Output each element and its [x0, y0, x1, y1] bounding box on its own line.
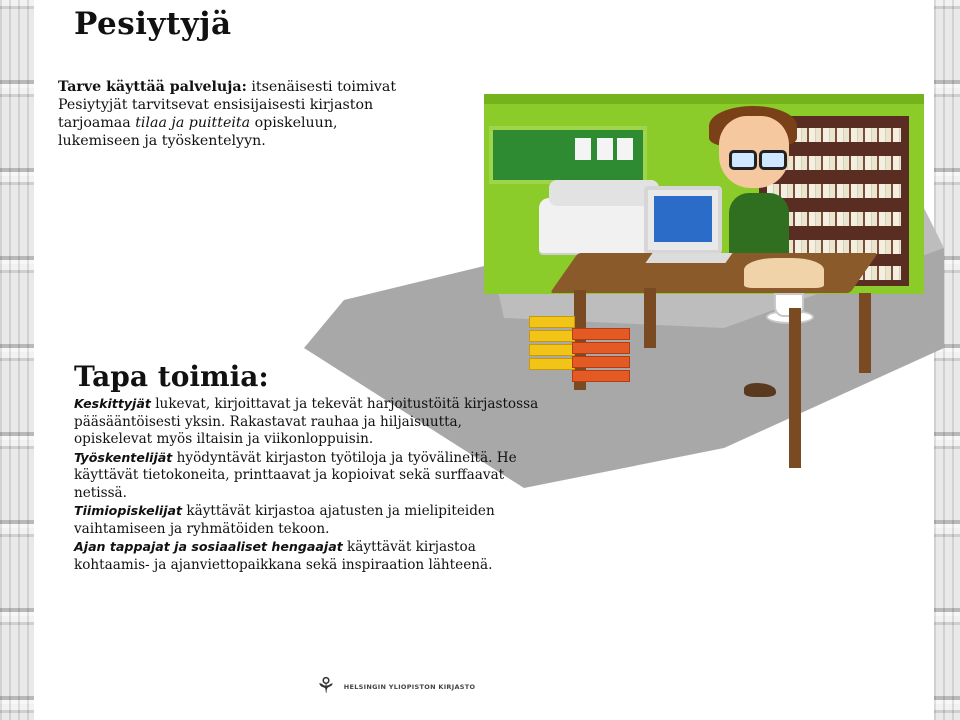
- desk-leg: [789, 308, 801, 468]
- notice-board: [489, 126, 647, 184]
- wall-shade: [484, 94, 924, 104]
- term-tiimiopiskelijat: Tiimiopiskelijat: [74, 503, 183, 518]
- university-seal-icon: ⚘: [316, 674, 336, 699]
- university-library-logo: [316, 676, 475, 698]
- slide: [34, 0, 934, 720]
- glasses-icon: [729, 150, 787, 166]
- paragraph-keskittyjat: [74, 395, 544, 449]
- shoe: [744, 383, 776, 397]
- text-tiimiopiskelijat: käyttävät kirjastoa ajatusten ja mielipiteiden vaihtamiseen ja ryhmätöiden tekoon.: [74, 503, 495, 537]
- computer-monitor-icon: [644, 186, 722, 254]
- page-title: Pesiytyjä: [74, 6, 232, 42]
- text-tyoskentelijat: hyödyntävät kirjaston työtiloja ja työvälineitä. He käyttävät tietokoneita, printtaavat ja kopioivat sekä surffaavat netissä.: [74, 449, 517, 501]
- section-heading: Tapa toimia:: [74, 360, 269, 393]
- intro-lead: Tarve käyttää palveluja:: [58, 79, 247, 95]
- bookshelf-border-left: [0, 0, 34, 720]
- note: [617, 138, 633, 160]
- intro-text-2: opiskeluun, lukemiseen ja työskentelyyn.: [58, 115, 338, 149]
- paragraph-tiimiopiskelijat: [74, 502, 544, 538]
- open-book-icon: [744, 258, 824, 288]
- logo-text: HELSINGIN YLIOPISTON KIRJASTO: [343, 683, 476, 691]
- keyboard: [645, 253, 732, 263]
- paragraph-ajan-tappajat: [74, 538, 544, 574]
- red-book-stack: [572, 328, 630, 384]
- intro-text-1: itsenäisesti toimivat Pesiytyjät tarvitsevat ensisijaisesti kirjaston tarjoamaa: [58, 79, 397, 131]
- term-ajan-tappajat: Ajan tappajat ja sosiaaliset hengaajat: [74, 539, 343, 554]
- term-keskittyjat: Keskittyjät: [74, 396, 151, 411]
- term-tyoskentelijat: Työskentelijät: [74, 449, 173, 465]
- yellow-book-stack: [529, 316, 575, 372]
- desk-leg: [859, 293, 871, 373]
- note: [597, 138, 613, 160]
- section-body: [74, 395, 544, 574]
- note: [575, 138, 591, 160]
- text-keskittyjat: lukevat, kirjoittavat ja tekevät harjoitustöitä kirjastossa pääsääntöisesti yksin. Rakastavat rauhaa ja hiljaisuutta, opiskelevat myös iltaisin ja viikonloppuisin.: [74, 396, 539, 447]
- intro-emphasis: tilaa ja puitteita: [135, 115, 251, 131]
- paragraph-tyoskentelijat: [74, 449, 544, 503]
- desk-leg: [644, 288, 656, 348]
- book-row: [767, 184, 901, 198]
- text-ajan-tappajat: käyttävät kirjastoa kohtaamis- ja ajanviettopaikkana sekä inspiraation lähteenä.: [74, 539, 493, 573]
